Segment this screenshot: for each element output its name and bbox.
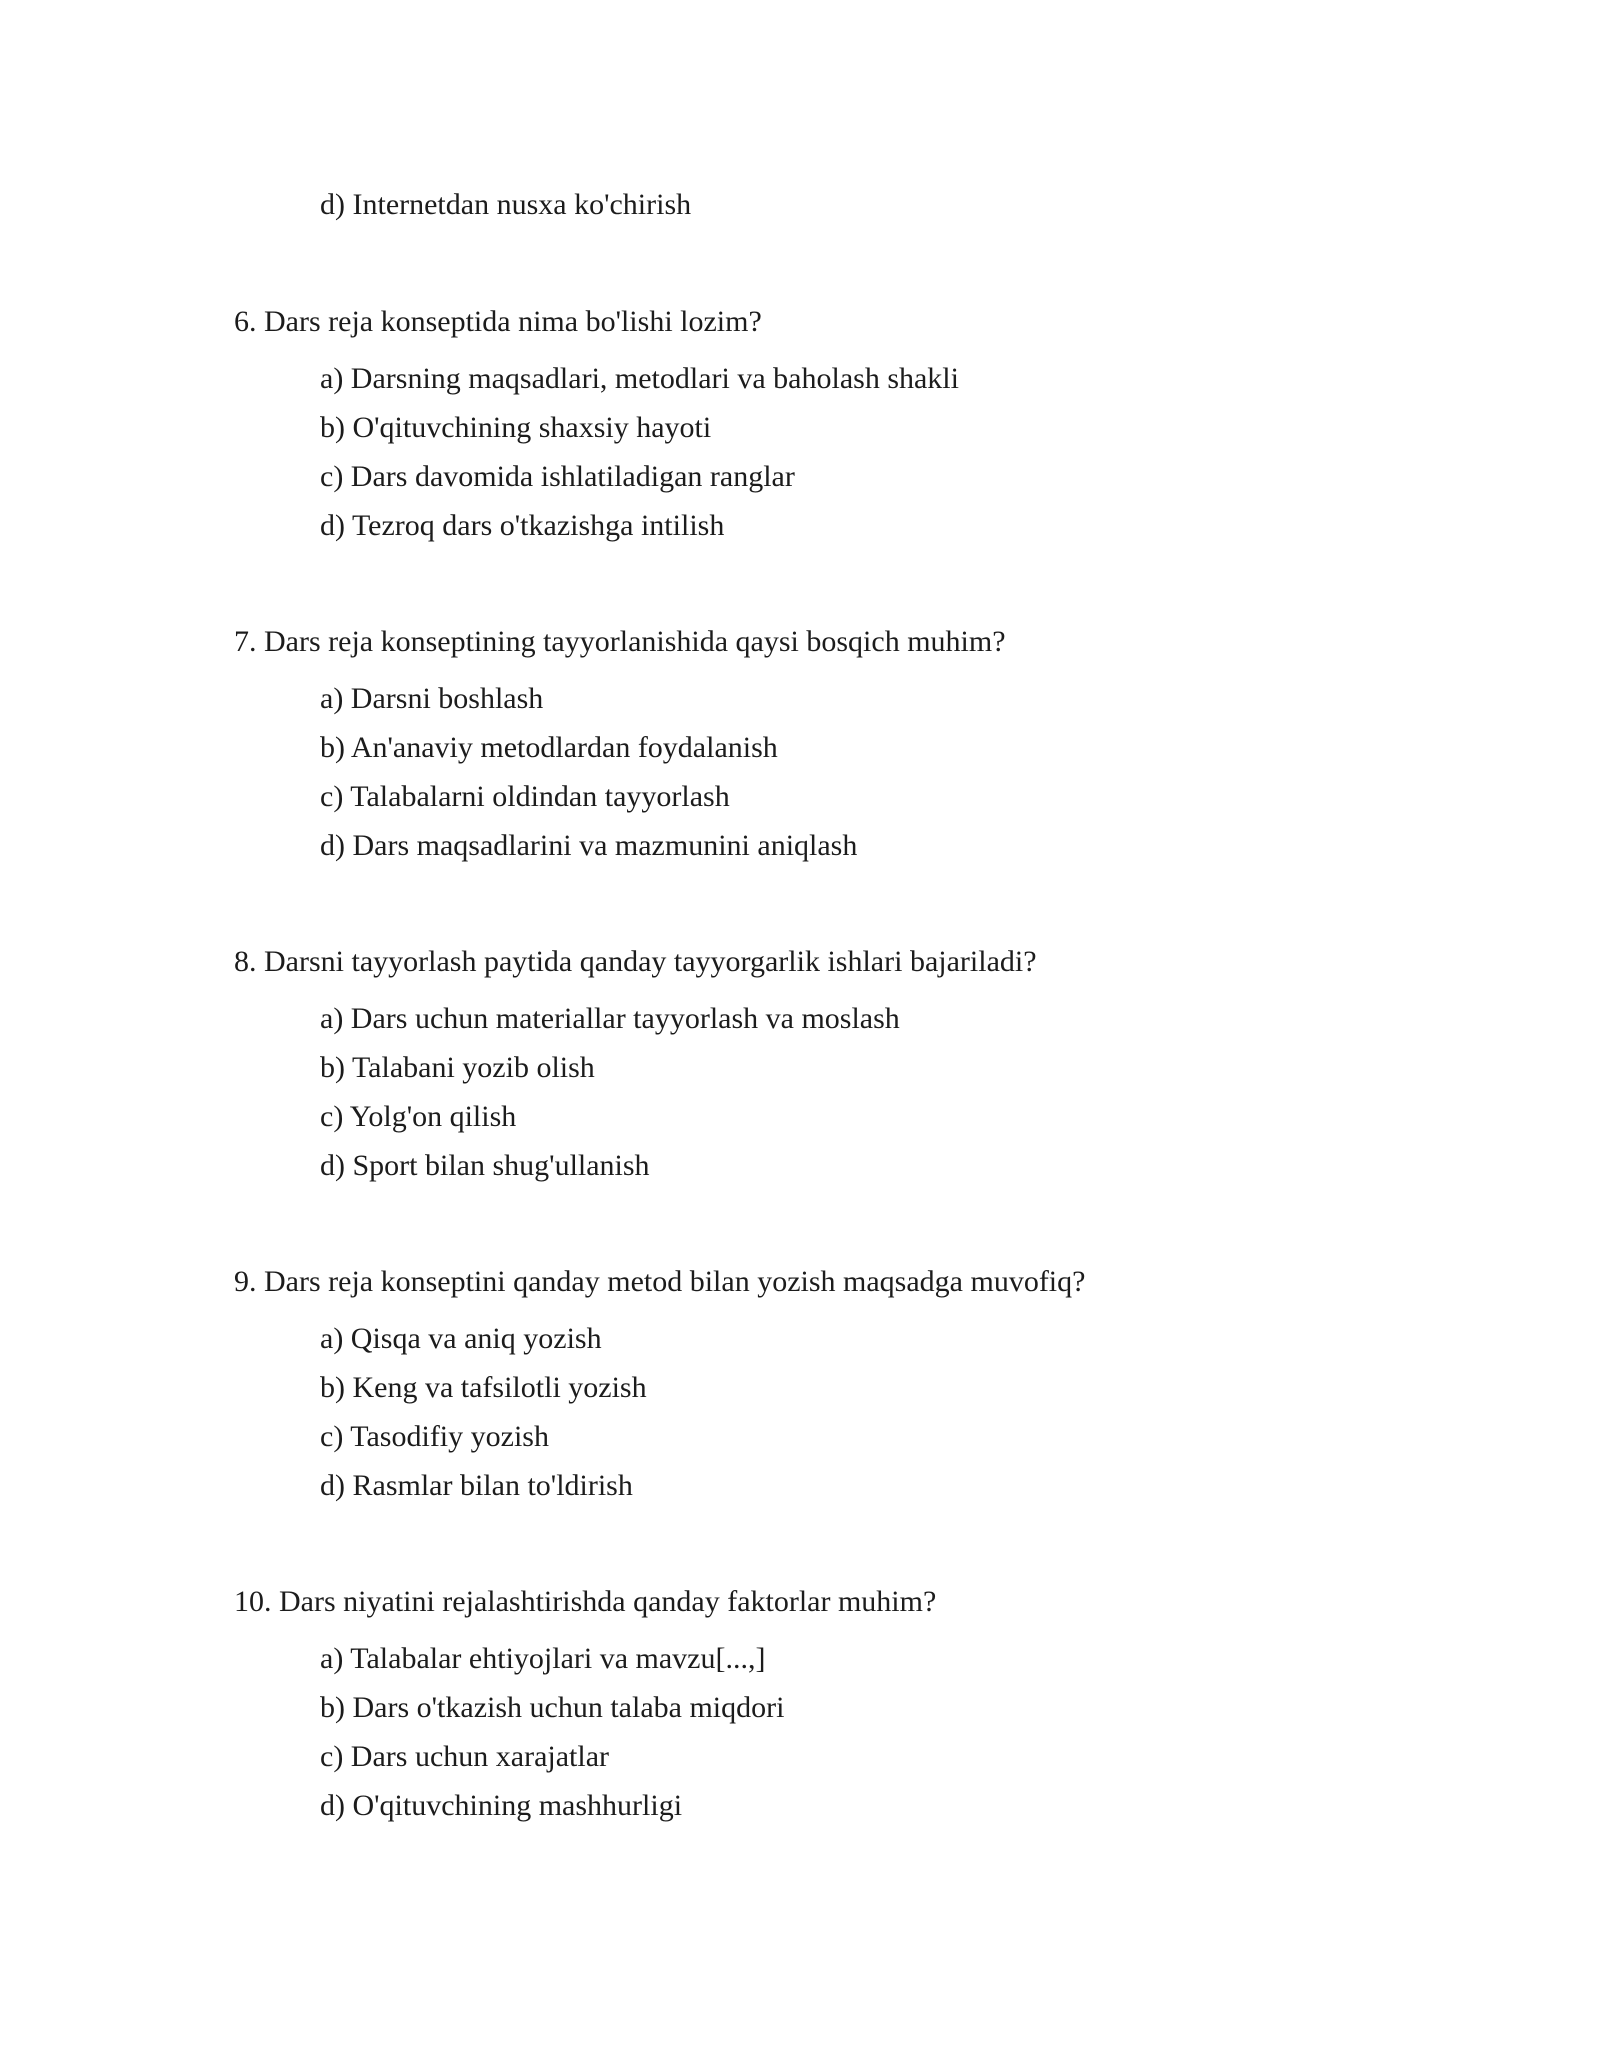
option-7b: b) An'anaviy metodlardan foydalanish <box>320 731 778 764</box>
option-10d: d) O'qituvchining mashhurligi <box>320 1789 683 1822</box>
option-6d: d) Tezroq dars o'tkazishga intilish <box>320 509 725 542</box>
option-8b: b) Talabani yozib olish <box>320 1051 595 1084</box>
option-7d: d) Dars maqsadlarini va mazmunini aniqlash <box>320 829 858 862</box>
option-9c: c) Tasodifiy yozish <box>320 1420 549 1453</box>
option-9d: d) Rasmlar bilan to'ldirish <box>320 1469 633 1502</box>
option-9b: b) Keng va tafsilotli yozish <box>320 1371 647 1404</box>
option-8d: d) Sport bilan shug'ullanish <box>320 1149 650 1182</box>
option-10c: c) Dars uchun xarajatlar <box>320 1740 610 1773</box>
question-6: 6. Dars reja konseptida nima bo'lishi lozim? <box>234 305 762 338</box>
option-7a: a) Darsni boshlash <box>320 682 544 715</box>
option-6b: b) O'qituvchining shaxsiy hayoti <box>320 411 712 444</box>
option-8c: c) Yolg'on qilish <box>320 1100 517 1133</box>
option-10b: b) Dars o'tkazish uchun talaba miqdori <box>320 1691 785 1724</box>
question-7: 7. Dars reja konseptining tayyorlanishida qaysi bosqich muhim? <box>234 625 1006 658</box>
question-9: 9. Dars reja konseptini qanday metod bilan yozish maqsadga muvofiq? <box>234 1265 1086 1298</box>
question-10: 10. Dars niyatini rejalashtirishda qanday faktorlar muhim? <box>234 1585 937 1618</box>
option-9a: a) Qisqa va aniq yozish <box>320 1322 602 1355</box>
option-8a: a) Dars uchun materiallar tayyorlash va moslash <box>320 1002 900 1035</box>
option-7c: c) Talabalarni oldindan tayyorlash <box>320 780 730 813</box>
option-6a: a) Darsning maqsadlari, metodlari va baholash shakli <box>320 362 959 395</box>
option-6c: c) Dars davomida ishlatiladigan ranglar <box>320 460 795 493</box>
question-8: 8. Darsni tayyorlash paytida qanday tayyorgarlik ishlari bajariladi? <box>234 945 1037 978</box>
option-5d: d) Internetdan nusxa ko'chirish <box>320 188 692 221</box>
option-10a: a) Talabalar ehtiyojlari va mavzu[...,] <box>320 1642 766 1675</box>
